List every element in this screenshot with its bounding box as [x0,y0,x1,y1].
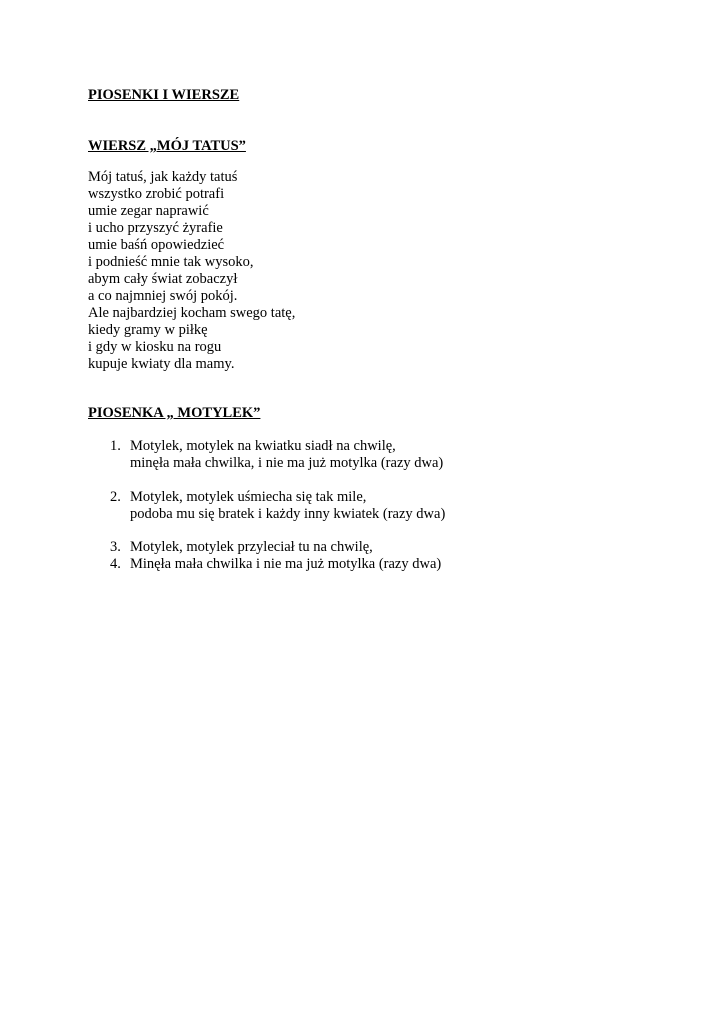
verse-number: 4. [110,556,121,572]
song-verse-4 [110,556,441,573]
poem-line: i gdy w kiosku na rogu [88,339,222,355]
poem-line: abym cały świat zobaczył [88,271,238,287]
song-verse-1 [110,438,443,472]
poem-line: Mój tatuś, jak każdy tatuś [88,169,238,185]
poem-line: a co najmniej swój pokój. [88,288,238,304]
verse-number: 3. [110,539,121,555]
song-verse-3 [110,539,373,556]
poem-title: WIERSZ „MÓJ TATUS” [88,138,246,154]
verse-line: Motylek, motylek przyleciał tu na chwilę, [130,539,373,555]
poem-line: i ucho przyszyć żyrafie [88,220,223,236]
verse-number: 1. [110,438,121,454]
verse-line: Motylek, motylek na kwiatku siadł na chwilę, [130,438,396,454]
poem-line: wszystko zrobić potrafi [88,186,225,202]
poem-line: kupuje kwiaty dla mamy. [88,356,235,372]
poem-line: umie baśń opowiedzieć [88,237,225,253]
document-title: PIOSENKI I WIERSZE [88,87,240,103]
poem-body [88,169,295,373]
verse-line: minęła mała chwilka, i nie ma już motylka (razy dwa) [130,455,444,471]
poem-line: kiedy gramy w piłkę [88,322,208,338]
song-verse-2 [110,489,445,523]
poem-line: Ale najbardziej kocham swego tatę, [88,305,296,321]
song-title: PIOSENKA „ MOTYLEK” [88,405,261,421]
poem-line: i podnieść mnie tak wysoko, [88,254,254,270]
verse-line: Motylek, motylek uśmiecha się tak mile, [130,489,367,505]
poem-line: umie zegar naprawić [88,203,209,219]
verse-number: 2. [110,489,121,505]
verse-line: Minęła mała chwilka i nie ma już motylka (razy dwa) [130,556,442,572]
verse-line: podoba mu się bratek i każdy inny kwiatek (razy dwa) [130,506,446,522]
